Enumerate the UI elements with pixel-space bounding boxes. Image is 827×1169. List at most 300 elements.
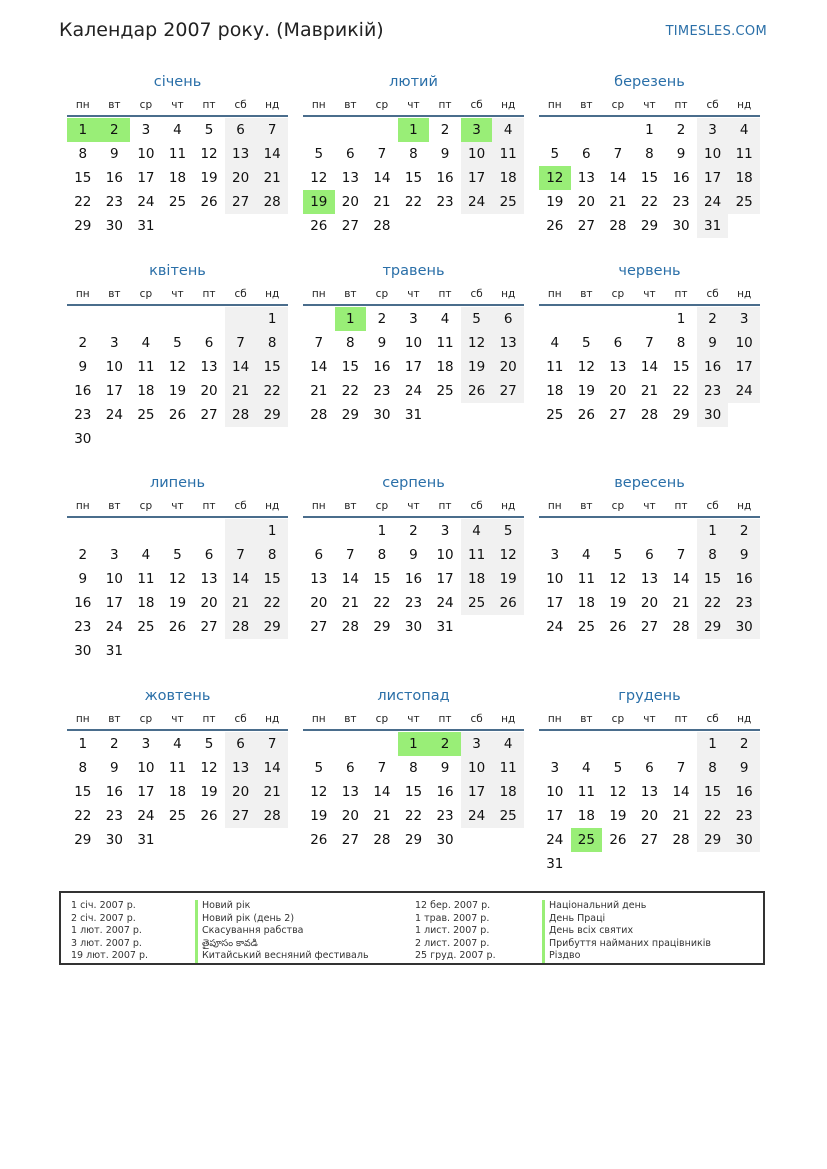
weekday-label: вт [580, 99, 593, 111]
day-cell: 22 [697, 591, 729, 615]
legend-holiday-date: 1 лист. 2007 р. [415, 925, 490, 936]
day-cell: 14 [640, 359, 659, 375]
weekday-label: ср [139, 288, 153, 300]
day-cell: 22 [256, 591, 288, 615]
day-cell: 26 [168, 619, 187, 635]
day-cell: 25 [137, 407, 155, 423]
day-cell: 19 [200, 170, 218, 186]
day-cell: 14 [256, 142, 288, 166]
day-cell: 22 [256, 379, 288, 403]
month-days-grid [539, 118, 760, 238]
day-cell: 28 [341, 619, 359, 635]
day-cell: 1 [676, 311, 686, 327]
day-cell: 11 [546, 359, 564, 375]
weekday-label: пн [547, 500, 562, 512]
day-cell: 18 [168, 784, 187, 800]
weekday-label: чт [171, 500, 184, 512]
day-cell: 24 [404, 383, 423, 399]
weekday-label: пт [674, 500, 688, 512]
month-calendar [539, 686, 760, 876]
day-cell: 20 [640, 595, 659, 611]
day-cell: 11 [436, 335, 454, 351]
weekday-label: чт [171, 99, 184, 111]
day-cell: 26 [546, 218, 564, 234]
day-cell: 5 [613, 760, 623, 776]
day-cell: 2 [697, 307, 729, 331]
day-cell: 9 [409, 547, 418, 563]
holiday-day-cell: 1 [67, 118, 99, 142]
day-cell: 9 [728, 543, 760, 567]
day-cell: 16 [404, 571, 423, 587]
day-cell: 2 [78, 335, 88, 351]
empty-day-cell [571, 519, 603, 543]
day-cell: 26 [609, 832, 627, 848]
empty-day-cell [539, 732, 571, 756]
legend-holiday-name: Різдво [542, 950, 711, 963]
day-cell: 19 [492, 567, 524, 591]
empty-day-cell [303, 732, 335, 756]
day-cell: 10 [697, 142, 729, 166]
day-cell: 8 [346, 335, 355, 351]
day-cell: 16 [105, 170, 123, 186]
day-cell: 23 [74, 407, 92, 423]
day-cell: 14 [225, 355, 257, 379]
weekday-header [67, 95, 288, 117]
day-cell: 5 [314, 760, 324, 776]
day-cell: 25 [728, 190, 760, 214]
weekday-label: пт [202, 713, 216, 725]
day-cell: 7 [225, 543, 257, 567]
month-name: квітень [149, 263, 206, 279]
month-calendar [539, 72, 760, 238]
day-cell: 16 [436, 784, 454, 800]
day-cell: 18 [728, 166, 760, 190]
holiday-day-cell: 2 [429, 732, 461, 756]
weekday-label: ср [375, 99, 389, 111]
day-cell: 5 [582, 335, 591, 351]
holiday-day-cell: 3 [461, 118, 493, 142]
holiday-legend [59, 891, 765, 965]
weekday-label: ср [611, 713, 625, 725]
day-cell: 28 [672, 619, 690, 635]
day-cell: 20 [492, 355, 524, 379]
month-calendar [67, 261, 288, 451]
empty-day-cell [539, 118, 571, 142]
day-cell: 26 [492, 591, 524, 615]
day-cell: 8 [78, 760, 88, 776]
day-cell: 26 [461, 379, 493, 403]
day-cell: 9 [676, 146, 686, 162]
day-cell: 28 [256, 190, 288, 214]
day-cell: 29 [404, 832, 423, 848]
day-cell: 24 [461, 804, 493, 828]
day-cell: 19 [577, 383, 595, 399]
day-cell: 22 [672, 383, 690, 399]
empty-day-cell [303, 307, 335, 331]
month-name: березень [614, 74, 685, 90]
weekday-label: пн [311, 99, 326, 111]
day-cell: 12 [609, 571, 627, 587]
day-cell: 12 [577, 359, 595, 375]
day-cell: 10 [404, 335, 423, 351]
legend-holiday-name: Скасування рабства [195, 925, 369, 938]
day-cell: 30 [105, 218, 123, 234]
weekday-header [67, 709, 288, 731]
day-cell: 14 [373, 170, 391, 186]
day-cell: 9 [78, 571, 88, 587]
weekday-label: сб [470, 500, 483, 512]
day-cell: 18 [168, 170, 187, 186]
day-cell: 14 [672, 571, 690, 587]
weekday-label: вт [580, 713, 593, 725]
day-cell: 11 [168, 760, 187, 776]
day-cell: 2 [409, 523, 418, 539]
day-cell: 8 [256, 331, 288, 355]
day-cell: 2 [440, 122, 450, 138]
month-calendar [303, 686, 524, 852]
weekday-label: ср [611, 99, 625, 111]
day-cell: 29 [697, 828, 729, 852]
day-cell: 15 [256, 567, 288, 591]
day-cell: 1 [697, 732, 729, 756]
day-cell: 6 [645, 547, 654, 563]
day-cell: 2 [676, 122, 686, 138]
day-cell: 30 [74, 643, 92, 659]
day-cell: 8 [409, 760, 418, 776]
day-cell: 8 [676, 335, 686, 351]
month-days-grid [539, 307, 760, 427]
day-cell: 17 [461, 166, 493, 190]
day-cell: 22 [373, 595, 391, 611]
day-cell: 19 [310, 808, 328, 824]
day-cell: 10 [461, 142, 493, 166]
day-cell: 9 [110, 760, 119, 776]
day-cell: 4 [461, 519, 493, 543]
month-days-grid [539, 519, 760, 639]
empty-day-cell [193, 519, 225, 543]
weekday-label: нд [501, 288, 516, 300]
day-cell: 4 [440, 311, 450, 327]
legend-dates-right [415, 900, 496, 963]
day-cell: 22 [74, 194, 92, 210]
weekday-label: чт [171, 288, 184, 300]
weekday-label: пт [438, 99, 452, 111]
day-cell: 5 [492, 519, 524, 543]
empty-day-cell [130, 307, 162, 331]
day-cell: 14 [609, 170, 627, 186]
weekday-label: вт [344, 713, 357, 725]
weekday-label: нд [501, 500, 516, 512]
day-cell: 9 [440, 146, 450, 162]
weekday-label: пт [674, 99, 688, 111]
day-cell: 17 [137, 784, 155, 800]
day-cell: 1 [78, 736, 88, 752]
day-cell: 1 [256, 519, 288, 543]
day-cell: 6 [582, 146, 591, 162]
weekday-label: чт [643, 713, 656, 725]
day-cell: 16 [697, 355, 729, 379]
day-cell: 27 [341, 218, 359, 234]
weekday-label: ср [375, 288, 389, 300]
day-cell: 10 [546, 571, 564, 587]
day-cell: 13 [200, 571, 218, 587]
day-cell: 6 [225, 118, 257, 142]
day-cell: 9 [78, 359, 88, 375]
day-cell: 1 [645, 122, 654, 138]
day-cell: 4 [582, 760, 591, 776]
day-cell: 28 [640, 407, 659, 423]
day-cell: 27 [492, 379, 524, 403]
day-cell: 12 [609, 784, 627, 800]
day-cell: 21 [672, 808, 690, 824]
weekday-label: пт [202, 500, 216, 512]
month-name: серпень [382, 475, 445, 491]
day-cell: 31 [546, 856, 564, 872]
day-cell: 23 [404, 595, 423, 611]
day-cell: 19 [168, 383, 187, 399]
weekday-label: ср [375, 500, 389, 512]
day-cell: 23 [436, 808, 454, 824]
day-cell: 17 [105, 595, 123, 611]
day-cell: 16 [436, 170, 454, 186]
day-cell: 25 [461, 591, 493, 615]
month-days-grid [303, 519, 524, 639]
day-cell: 2 [110, 736, 119, 752]
day-cell: 26 [310, 218, 328, 234]
day-cell: 27 [225, 804, 257, 828]
site-brand-link[interactable]: TIMESLES.COM [665, 24, 767, 39]
day-cell: 27 [640, 832, 659, 848]
month-calendar [67, 686, 288, 852]
month-days-grid [67, 118, 288, 238]
month-days-grid [303, 118, 524, 238]
empty-day-cell [99, 307, 131, 331]
weekday-label: чт [643, 500, 656, 512]
day-cell: 10 [546, 784, 564, 800]
month-name: липень [149, 475, 206, 491]
weekday-label: чт [643, 99, 656, 111]
day-cell: 4 [728, 118, 760, 142]
day-cell: 14 [373, 784, 391, 800]
legend-holiday-name: Національний день [542, 900, 711, 913]
weekday-label: пн [547, 288, 562, 300]
empty-day-cell [67, 307, 99, 331]
day-cell: 25 [546, 407, 564, 423]
day-cell: 20 [640, 808, 659, 824]
weekday-label: пн [75, 500, 90, 512]
day-cell: 13 [225, 142, 257, 166]
empty-day-cell [335, 118, 367, 142]
weekday-label: ср [139, 713, 153, 725]
weekday-label: сб [470, 99, 483, 111]
weekday-header [303, 496, 524, 518]
day-cell: 13 [200, 359, 218, 375]
weekday-label: чт [407, 288, 420, 300]
weekday-header [67, 284, 288, 306]
day-cell: 19 [168, 595, 187, 611]
day-cell: 30 [74, 431, 92, 447]
day-cell: 31 [436, 619, 454, 635]
day-cell: 10 [137, 760, 155, 776]
month-days-grid [303, 732, 524, 852]
weekday-label: пн [547, 713, 562, 725]
day-cell: 2 [377, 311, 387, 327]
day-cell: 17 [404, 359, 423, 375]
day-cell: 14 [672, 784, 690, 800]
day-cell: 3 [728, 307, 760, 331]
weekday-label: вт [580, 500, 593, 512]
day-cell: 5 [314, 146, 324, 162]
day-cell: 25 [168, 808, 187, 824]
day-cell: 11 [461, 543, 493, 567]
weekday-header [303, 95, 524, 117]
holiday-day-cell: 2 [99, 118, 131, 142]
day-cell: 13 [640, 784, 659, 800]
weekday-header [539, 284, 760, 306]
day-cell: 21 [341, 595, 359, 611]
legend-holiday-date: 3 лют. 2007 р. [71, 937, 142, 949]
day-cell: 26 [168, 407, 187, 423]
legend-holiday-name: Новий рік (день 2) [195, 913, 369, 926]
day-cell: 13 [492, 331, 524, 355]
month-calendar [67, 72, 288, 238]
day-cell: 22 [697, 804, 729, 828]
day-cell: 28 [256, 804, 288, 828]
day-cell: 26 [609, 619, 627, 635]
day-cell: 25 [492, 804, 524, 828]
day-cell: 23 [373, 383, 391, 399]
day-cell: 28 [225, 615, 257, 639]
legend-holiday-date: 1 трав. 2007 р. [415, 912, 490, 924]
weekday-label: чт [407, 713, 420, 725]
empty-day-cell [571, 732, 603, 756]
weekday-label: вт [580, 288, 593, 300]
day-cell: 21 [225, 591, 257, 615]
day-cell: 25 [436, 383, 454, 399]
day-cell: 5 [204, 736, 214, 752]
day-cell: 15 [404, 784, 423, 800]
empty-day-cell [571, 307, 603, 331]
empty-day-cell [162, 307, 194, 331]
legend-holiday-date: 19 лют. 2007 р. [71, 950, 148, 961]
weekday-label: пн [547, 99, 562, 111]
month-name: травень [382, 263, 445, 279]
day-cell: 13 [225, 756, 257, 780]
month-calendar [67, 473, 288, 663]
empty-day-cell [225, 307, 257, 331]
day-cell: 13 [310, 571, 328, 587]
day-cell: 24 [137, 194, 155, 210]
day-cell: 4 [550, 335, 560, 351]
day-cell: 24 [105, 407, 123, 423]
weekday-header [539, 95, 760, 117]
day-cell: 30 [404, 619, 423, 635]
day-cell: 7 [613, 146, 623, 162]
weekday-label: сб [706, 713, 719, 725]
day-cell: 28 [310, 407, 328, 423]
day-cell: 16 [672, 170, 690, 186]
day-cell: 20 [310, 595, 328, 611]
day-cell: 5 [613, 547, 623, 563]
day-cell: 11 [728, 142, 760, 166]
legend-holiday-name: День Праці [542, 913, 711, 926]
day-cell: 12 [461, 331, 493, 355]
day-cell: 5 [550, 146, 560, 162]
day-cell: 10 [728, 331, 760, 355]
day-cell: 14 [341, 571, 359, 587]
day-cell: 6 [346, 146, 355, 162]
day-cell: 13 [341, 170, 359, 186]
weekday-label: сб [706, 500, 719, 512]
day-cell: 10 [105, 571, 123, 587]
day-cell: 7 [377, 146, 387, 162]
holiday-day-cell: 25 [571, 828, 603, 852]
weekday-label: ср [611, 288, 625, 300]
day-cell: 21 [256, 166, 288, 190]
day-cell: 30 [697, 403, 729, 427]
day-cell: 7 [676, 547, 686, 563]
day-cell: 19 [200, 784, 218, 800]
empty-day-cell [225, 519, 257, 543]
day-cell: 31 [137, 218, 155, 234]
day-cell: 3 [550, 547, 560, 563]
empty-day-cell [602, 118, 634, 142]
day-cell: 16 [74, 383, 92, 399]
empty-day-cell [366, 732, 398, 756]
weekday-label: пт [438, 713, 452, 725]
day-cell: 5 [204, 122, 214, 138]
day-cell: 15 [697, 780, 729, 804]
day-cell: 29 [697, 615, 729, 639]
day-cell: 13 [577, 170, 595, 186]
empty-day-cell [539, 307, 571, 331]
day-cell: 4 [173, 122, 182, 138]
day-cell: 7 [314, 335, 324, 351]
day-cell: 6 [204, 547, 214, 563]
day-cell: 27 [310, 619, 328, 635]
day-cell: 5 [173, 335, 182, 351]
month-name: січень [153, 74, 202, 90]
day-cell: 11 [137, 571, 155, 587]
day-cell: 17 [728, 355, 760, 379]
day-cell: 7 [676, 760, 686, 776]
weekday-label: сб [706, 288, 719, 300]
page-title: Календар 2007 року. (Маврикій) [59, 19, 384, 41]
empty-day-cell [602, 519, 634, 543]
day-cell: 27 [640, 619, 659, 635]
day-cell: 18 [137, 595, 155, 611]
month-days-grid [67, 732, 288, 852]
month-calendar [303, 72, 524, 238]
weekday-header [67, 496, 288, 518]
day-cell: 11 [492, 142, 524, 166]
day-cell: 18 [577, 808, 595, 824]
holiday-day-cell: 12 [539, 166, 571, 190]
month-days-grid [67, 307, 288, 451]
day-cell: 2 [78, 547, 88, 563]
weekday-label: вт [344, 288, 357, 300]
empty-day-cell [634, 732, 666, 756]
day-cell: 23 [697, 379, 729, 403]
day-cell: 4 [173, 736, 182, 752]
day-cell: 19 [461, 355, 493, 379]
day-cell: 3 [550, 760, 560, 776]
day-cell: 18 [492, 166, 524, 190]
day-cell: 18 [436, 359, 454, 375]
day-cell: 22 [74, 808, 92, 824]
weekday-label: нд [265, 713, 280, 725]
weekday-label: сб [470, 288, 483, 300]
